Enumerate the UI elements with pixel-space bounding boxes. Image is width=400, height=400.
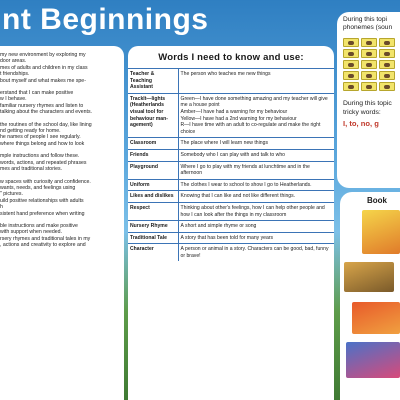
- objective-line: talking about the characters and events.: [0, 109, 92, 116]
- objective-line: where things belong and how to look: [0, 140, 85, 147]
- vocab-term: Playground: [128, 161, 178, 179]
- vocabulary-panel: [128, 46, 334, 400]
- objective-line: w spaces with curiosity and confidence.: [0, 178, 91, 185]
- book-cover-image: [346, 342, 400, 378]
- phoneme-card: [361, 49, 377, 58]
- objective-line: erstand that I can make positive: [0, 90, 74, 97]
- vocabulary-table: [128, 68, 334, 261]
- phoneme-card: [361, 60, 377, 69]
- phoneme-card: [379, 38, 395, 47]
- objective-line: mes and traditional stories.: [0, 166, 62, 173]
- vocab-row: [128, 69, 334, 94]
- objective-line: nd getting ready for home.: [0, 128, 61, 135]
- vocab-definition: The clothes I wear to school to show I go to Heatherlands.: [178, 179, 334, 191]
- vocab-term: Character: [128, 244, 178, 262]
- vocab-definition: Somebody who I can play with and talk to who: [178, 149, 334, 161]
- objective-line: my new environment by exploring my: [0, 52, 86, 58]
- objective-line: uild positive relationships with adults: [0, 197, 84, 204]
- book-cover-image: [362, 210, 400, 254]
- phoneme-card: [343, 71, 359, 80]
- objective-paragraph: [0, 52, 120, 84]
- phoneme-card: [361, 71, 377, 80]
- vocab-definition: Green—I have done something amazing and my teacher will give me a house point Amber—I have had a warning for my behaviour Yellow—I have had a 2nd warning for my behaviour R—I have time with an adult to co-regulate and make the right choice: [178, 93, 334, 138]
- objective-line: with support when needed.: [0, 229, 63, 236]
- objective-line: bout myself and what makes me spe-: [0, 77, 86, 84]
- vocab-row: [128, 149, 334, 161]
- vocab-definition: A person or animal in a story. Characters can be good, bad, funny or brave!: [178, 244, 334, 262]
- vocab-term: Nursery Rhyme: [128, 221, 178, 233]
- book-cover-image: [352, 302, 400, 334]
- objective-line: , actions and creativity to explore and: [0, 242, 86, 249]
- vocab-row: [128, 232, 334, 244]
- tricky-words-list: I, to, no, g: [343, 119, 379, 128]
- objective-line: familiar nursery rhymes and listen to: [0, 102, 84, 109]
- objectives-list: [0, 52, 120, 249]
- vocab-definition: The person who teaches me new things: [178, 69, 334, 94]
- vocab-term: Teacher & Teaching Assistant: [128, 69, 178, 94]
- objective-line: w I behave.: [0, 96, 27, 103]
- objective-line: mes of adults and children in my class: [0, 64, 88, 71]
- vocab-row: [128, 93, 334, 138]
- objective-paragraph: [0, 153, 120, 172]
- objective-line: h: [0, 204, 3, 211]
- vocabulary-heading: Words I need to know and use:: [158, 52, 304, 63]
- books-title: Book: [367, 196, 387, 205]
- vocab-term: Classroom: [128, 138, 178, 150]
- vocab-term: Friends: [128, 149, 178, 161]
- page-title: nt Beginnings: [2, 3, 209, 36]
- objective-line: rsery rhymes and traditional tales in my: [0, 235, 91, 242]
- phoneme-card: [361, 82, 377, 91]
- vocab-term: Respect: [128, 202, 178, 220]
- phoneme-card: [361, 38, 377, 47]
- objective-paragraph: [0, 179, 120, 217]
- vocab-definition: Where I go to play with my friends at lunchtime and in the afternoon: [178, 161, 334, 179]
- vocab-row: [128, 221, 334, 233]
- title-bar: [0, 0, 340, 40]
- phoneme-card: [379, 60, 395, 69]
- vocab-term: Traditional Tale: [128, 232, 178, 244]
- objective-paragraph: [0, 122, 120, 148]
- objective-line: the routines of the school day, like lining: [0, 121, 92, 128]
- vocab-term: Tracklt—lights (Heatherlands visual tool for behaviour man-agement): [128, 93, 178, 138]
- phoneme-card: [379, 49, 395, 58]
- book-cover-image: [344, 262, 394, 292]
- objective-line: " pictures.: [0, 191, 23, 198]
- vocab-term: Likes and dislikes: [128, 191, 178, 203]
- phoneme-card: [343, 82, 359, 91]
- phoneme-card: [379, 71, 395, 80]
- vocab-row: [128, 244, 334, 262]
- phoneme-cards-grid: [343, 38, 400, 91]
- vocab-definition: A story that has been told for many years: [178, 232, 334, 244]
- objective-line: words, actions, and repeated phrases: [0, 159, 87, 166]
- books-card: [340, 192, 400, 400]
- phonics-card: [337, 12, 400, 188]
- phoneme-card: [379, 82, 395, 91]
- objective-paragraph: [0, 223, 120, 249]
- vocab-definition: Thinking about other's feelings, how I can help other people and how I can look after the things in my classroom: [178, 202, 334, 220]
- objective-line: he names of people I see regularly.: [0, 134, 81, 141]
- objective-paragraph: [0, 90, 120, 116]
- objective-line: wants, needs, and feelings using: [0, 184, 76, 191]
- vocab-row: [128, 191, 334, 203]
- vocab-row: [128, 202, 334, 220]
- objective-line: door areas.: [0, 58, 27, 65]
- vocab-term: Uniform: [128, 179, 178, 191]
- vocab-definition: The place where I will learn new things: [178, 138, 334, 150]
- objective-line: mple instructions and follow these.: [0, 153, 80, 160]
- vocab-definition: A short and simple rhyme or song: [178, 221, 334, 233]
- vocab-definition: Knowing that I can like and not like different things.: [178, 191, 334, 203]
- objective-line: t friendships.: [0, 71, 30, 78]
- phoneme-card: [343, 49, 359, 58]
- objective-line: ble instructions and make positive: [0, 222, 78, 229]
- vocab-row: [128, 138, 334, 150]
- phonics-intro-line-2: phonemes (soun: [343, 24, 393, 31]
- phonics-intro-line-1: During this topi: [343, 16, 387, 23]
- learning-objectives-panel: [0, 46, 124, 400]
- tricky-words-intro-1: During this topic: [343, 100, 392, 107]
- vocab-row: [128, 161, 334, 179]
- phoneme-card: [343, 38, 359, 47]
- tricky-words-intro-2: tricky words:: [343, 109, 381, 116]
- vocab-row: [128, 179, 334, 191]
- phoneme-card: [343, 60, 359, 69]
- objective-line: sistent hand preference when writing: [0, 210, 85, 217]
